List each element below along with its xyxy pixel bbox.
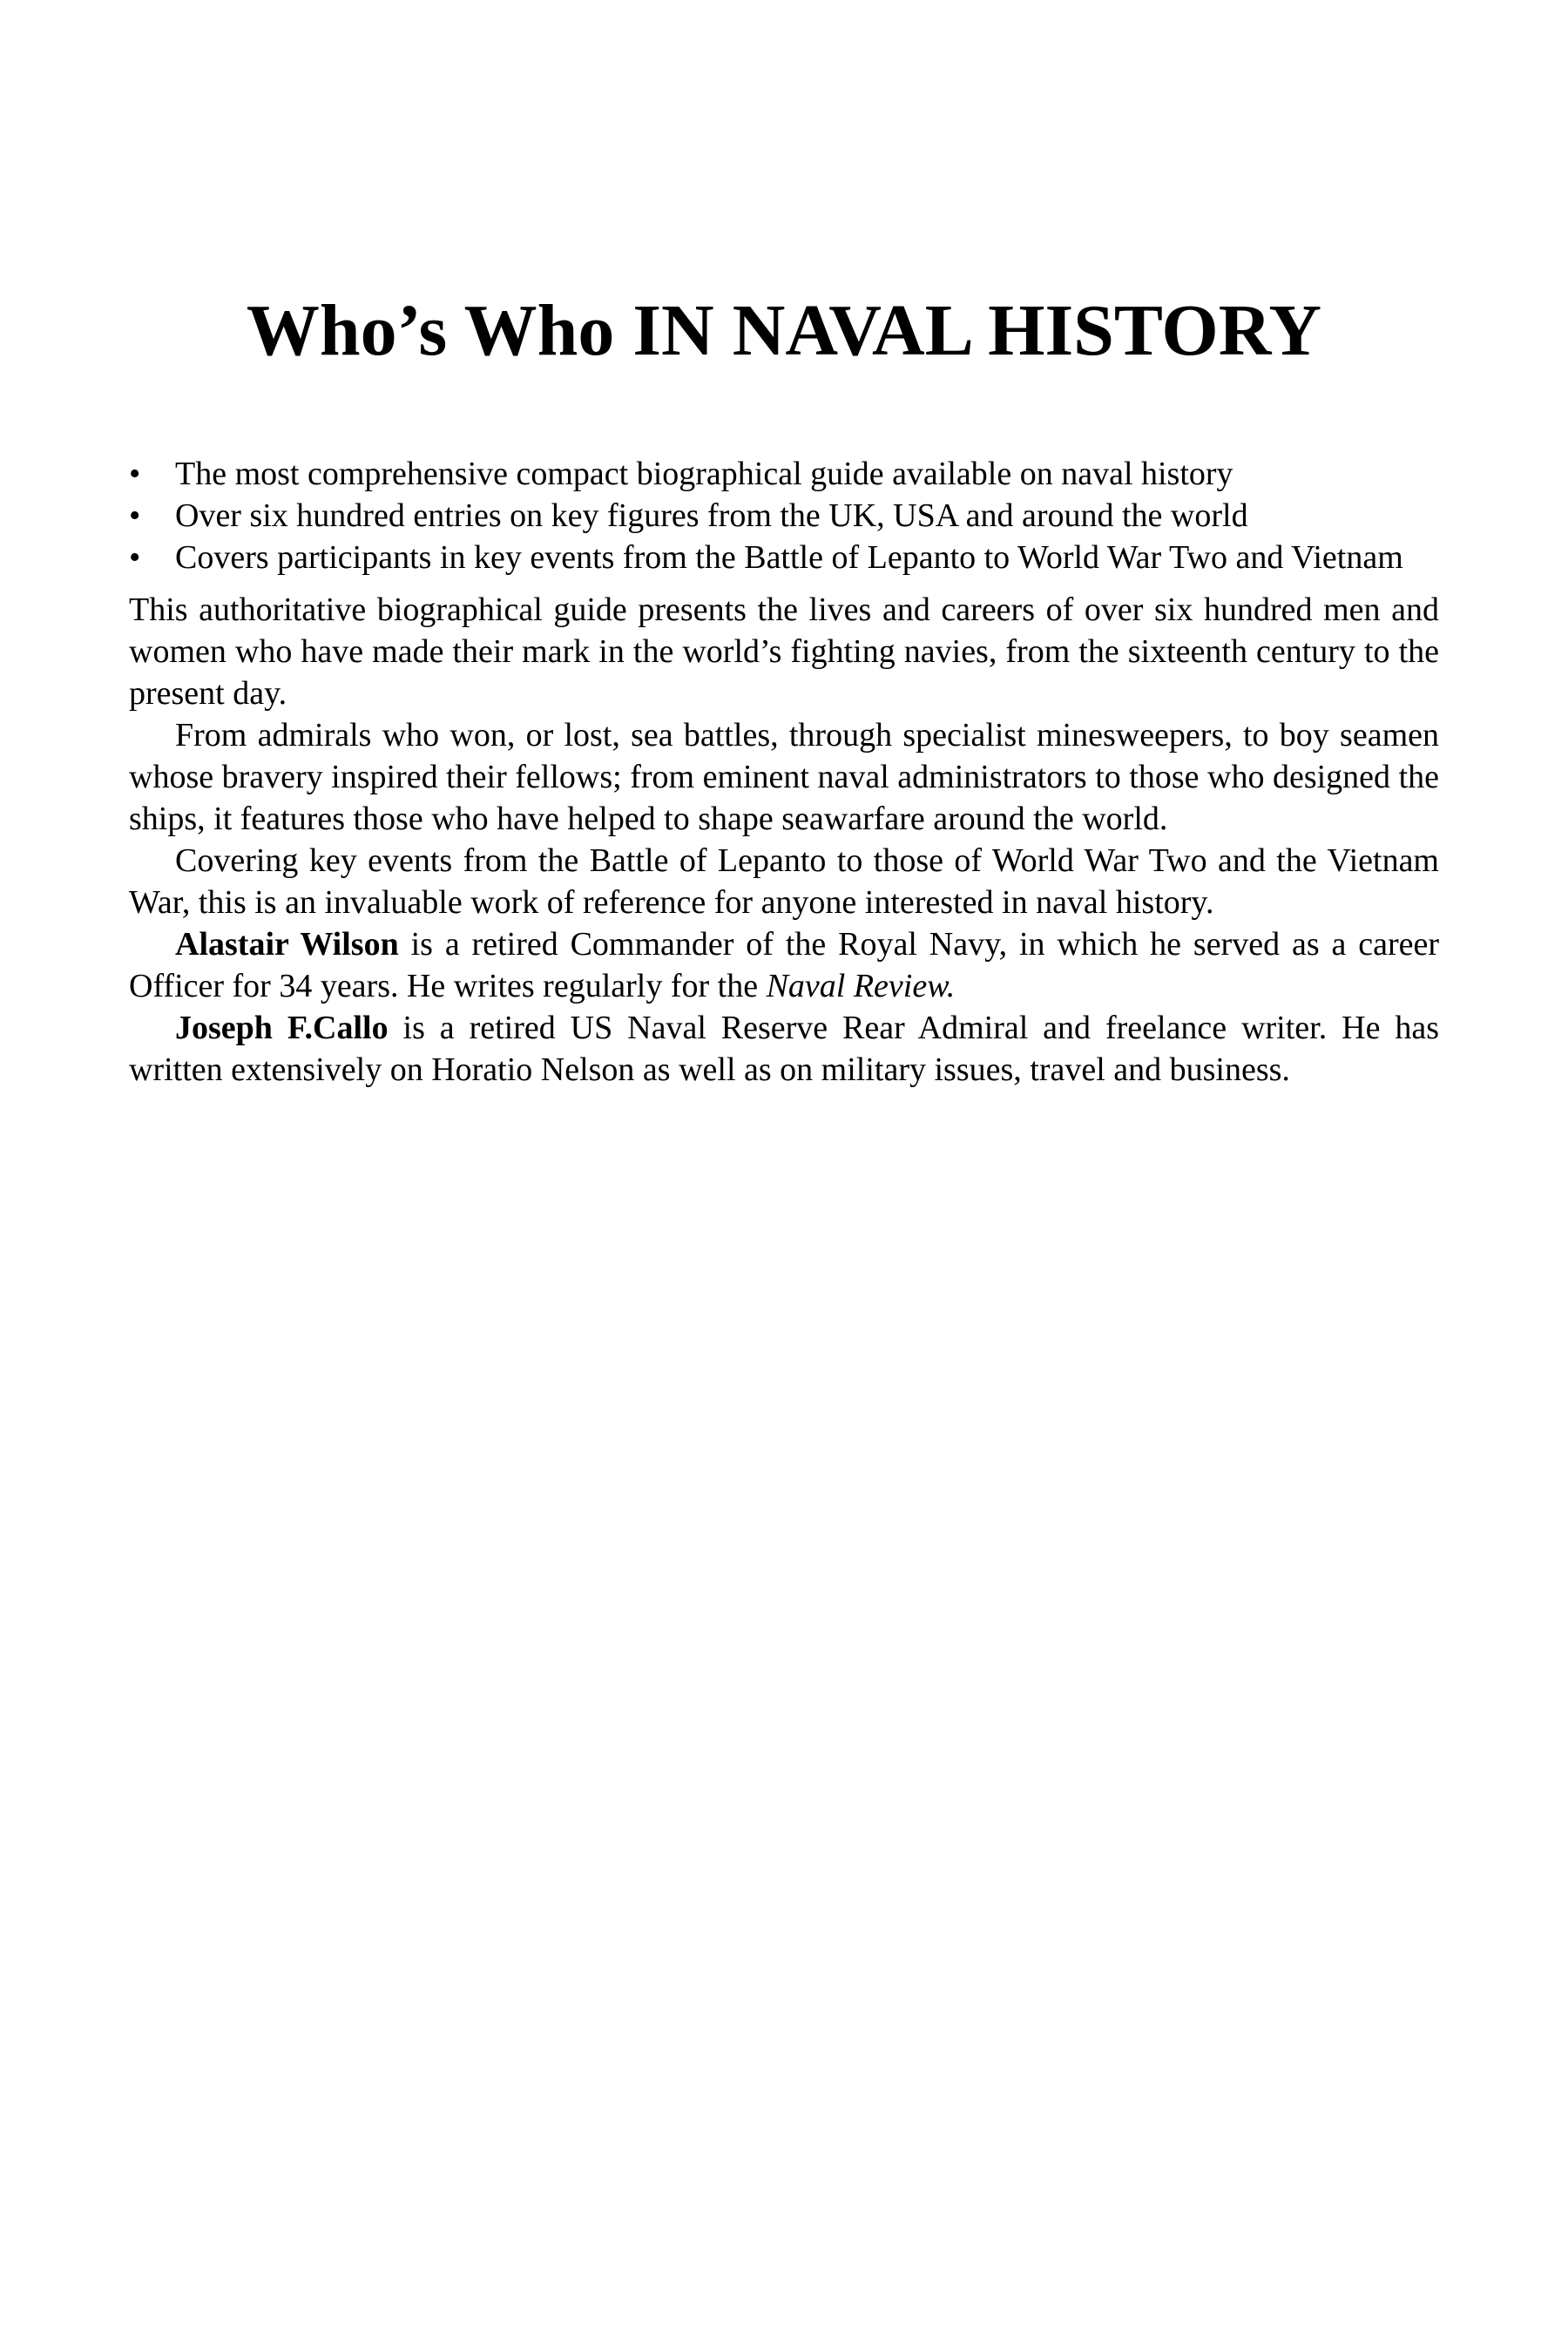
list-item-text: Over six hundred entries on key figures from the UK, USA and around the world	[175, 497, 1248, 534]
list-item	[129, 495, 1439, 537]
intro-paragraph: This authoritative biographical guide presents the lives and careers of over six hundred men and women who have made their mark in the world’s fighting navies, from the sixteenth century to the present day.	[129, 591, 1439, 712]
bullet-icon: •	[129, 539, 141, 576]
author-bio	[129, 1007, 1439, 1091]
publication-title: Naval Review.	[766, 968, 956, 1004]
author-bio	[129, 923, 1439, 1007]
bullet-icon: •	[129, 497, 141, 534]
author-name: Joseph F.Callo	[175, 1010, 389, 1046]
author-bio-text: is a retired US Naval Reserve Rear Admiral and freelance writer. He has written extensively on Horatio Nelson as well as on military issues, travel and business.	[129, 1010, 1440, 1088]
feature-list	[129, 453, 1439, 578]
list-item	[129, 453, 1439, 495]
page-title: Who’s Who IN NAVAL HISTORY	[246, 290, 1322, 371]
author-bio-text: is a retired Commander of the Royal Navy, in which he served as a career Officer for 34 years. He writes regularly for the	[129, 926, 1439, 1004]
list-item-text: Covers participants in key events from the Battle of Lepanto to World War Two and Vietnam	[175, 539, 1403, 576]
bullet-icon: •	[129, 456, 141, 492]
body-paragraph: From admirals who won, or lost, sea battles, through specialist minesweepers, to boy seamen whose bravery inspired their fellows; from eminent naval administrators to those who designed the ships, it features those who have helped to shape seawarfare around the world.	[129, 717, 1439, 837]
page	[129, 0, 1439, 1091]
body-paragraph: Covering key events from the Battle of Lepanto to those of World War Two and the Vietnam War, this is an invaluable work of reference for anyone interested in naval history.	[129, 842, 1439, 921]
list-item	[129, 537, 1439, 578]
author-name: Alastair Wilson	[175, 926, 399, 963]
list-item-text: The most comprehensive compact biographical guide available on naval history	[175, 456, 1233, 492]
description	[129, 589, 1439, 1091]
